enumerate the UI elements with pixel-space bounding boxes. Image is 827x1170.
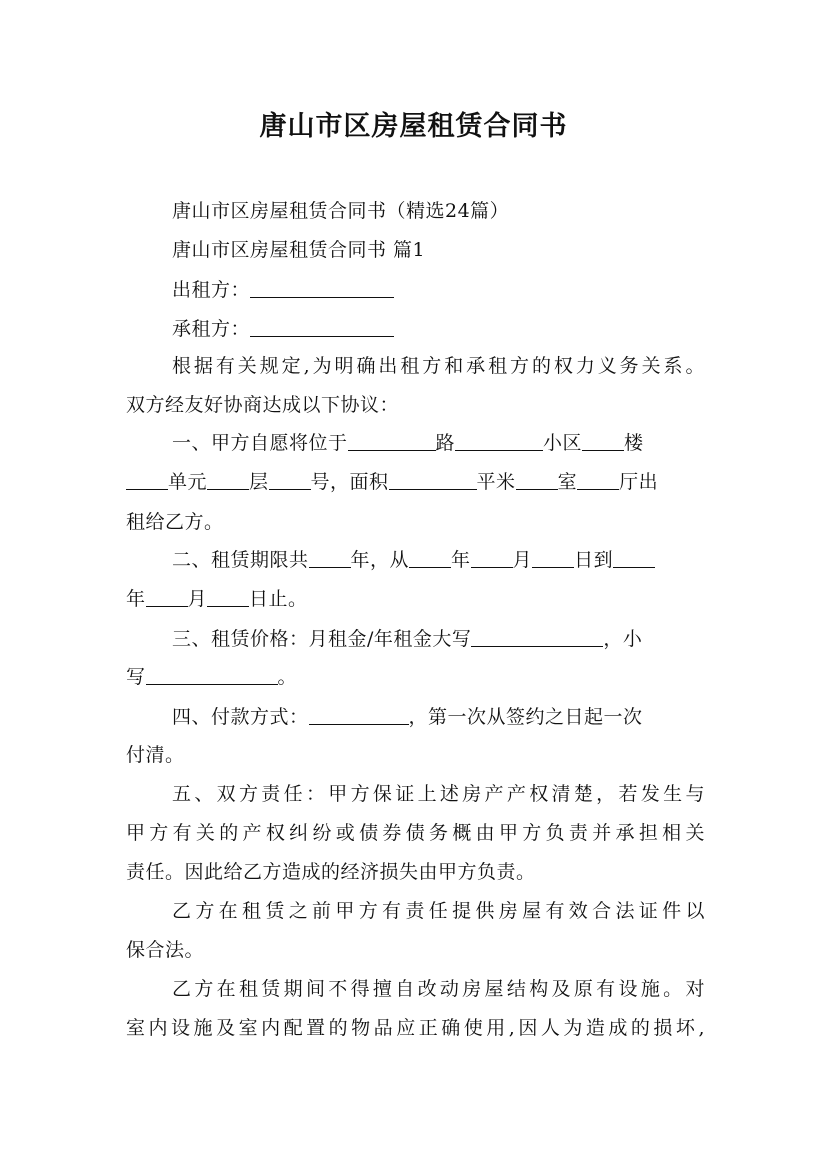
lessor-line <box>172 278 394 302</box>
number-blank <box>269 471 311 490</box>
area-blank <box>389 471 477 490</box>
paragraph-line: 五、双方责任：甲方保证上述房产产权清楚，若发生与 <box>172 783 705 805</box>
paragraph-line: 保合法。 <box>126 939 205 961</box>
paragraph-line: 室内设施及室内配置的物品应正确使用,因人为造成的损坏, <box>126 1017 705 1039</box>
road-blank <box>348 432 436 451</box>
clause-1-line-1: 一、甲方自愿将位于 路 小区 楼 <box>172 432 644 454</box>
hall-blank <box>577 471 619 490</box>
building-blank <box>582 432 624 451</box>
room-blank <box>516 471 558 490</box>
clause-2-line-2: 年 月 日止。 <box>126 588 308 610</box>
end-month-blank <box>146 588 188 607</box>
paragraph-line: 乙方在租赁之前甲方有责任提供房屋有效合法证件以 <box>172 900 705 922</box>
clause-3-line-2: 写 。 <box>126 666 298 688</box>
subtitle-line: 唐山市区房屋租赁合同书（精选24篇） <box>172 200 510 222</box>
section-heading: 唐山市区房屋租赁合同书 篇1 <box>172 239 426 261</box>
paragraph-line: 责任。因此给乙方造成的经济损失由甲方负责。 <box>126 861 536 883</box>
floor-blank <box>207 471 249 490</box>
lessee-blank <box>250 318 394 337</box>
start-month-blank <box>471 549 513 568</box>
lessor-label: 出租方： <box>172 279 251 301</box>
paragraph-line: 甲方有关的产权纠纷或债券债务概由甲方负责并承担相关 <box>126 822 705 844</box>
lessor-blank <box>250 279 394 298</box>
clause-3-line-1: 三、租赁价格：月租金/年租金大写 ，小 <box>172 628 643 650</box>
end-year-blank <box>613 549 655 568</box>
lessee-line <box>172 317 394 341</box>
start-day-blank <box>532 549 574 568</box>
unit-blank <box>126 471 168 490</box>
rent-uppercase-blank <box>471 628 603 647</box>
community-blank <box>455 432 543 451</box>
paragraph-line: 付清。 <box>126 744 185 766</box>
paragraph-line: 乙方在租赁期间不得擅自改动房屋结构及原有设施。对 <box>172 978 705 1000</box>
paragraph-line: 根据有关规定,为明确出租方和承租方的权力义务关系。 <box>172 355 705 377</box>
lessee-label: 承租方： <box>172 318 251 340</box>
rent-figure-blank <box>146 666 278 685</box>
clause-1-line-2: 单元 层 号，面积 平米 室 厅出 <box>126 470 658 494</box>
clause-2-line-1: 二、租赁期限共 年，从 年 月 日到 <box>172 548 655 572</box>
clause-4-line-1: 四、付款方式： ，第一次从签约之日起一次 <box>172 706 643 728</box>
document-title: 唐山市区房屋租赁合同书 <box>259 111 568 142</box>
payment-method-blank <box>309 706 409 725</box>
start-year-blank <box>409 549 451 568</box>
paragraph-line: 双方经友好协商达成以下协议： <box>126 394 400 416</box>
paragraph-line: 租给乙方。 <box>126 511 224 533</box>
end-day-blank <box>207 588 249 607</box>
years-blank <box>309 549 351 568</box>
